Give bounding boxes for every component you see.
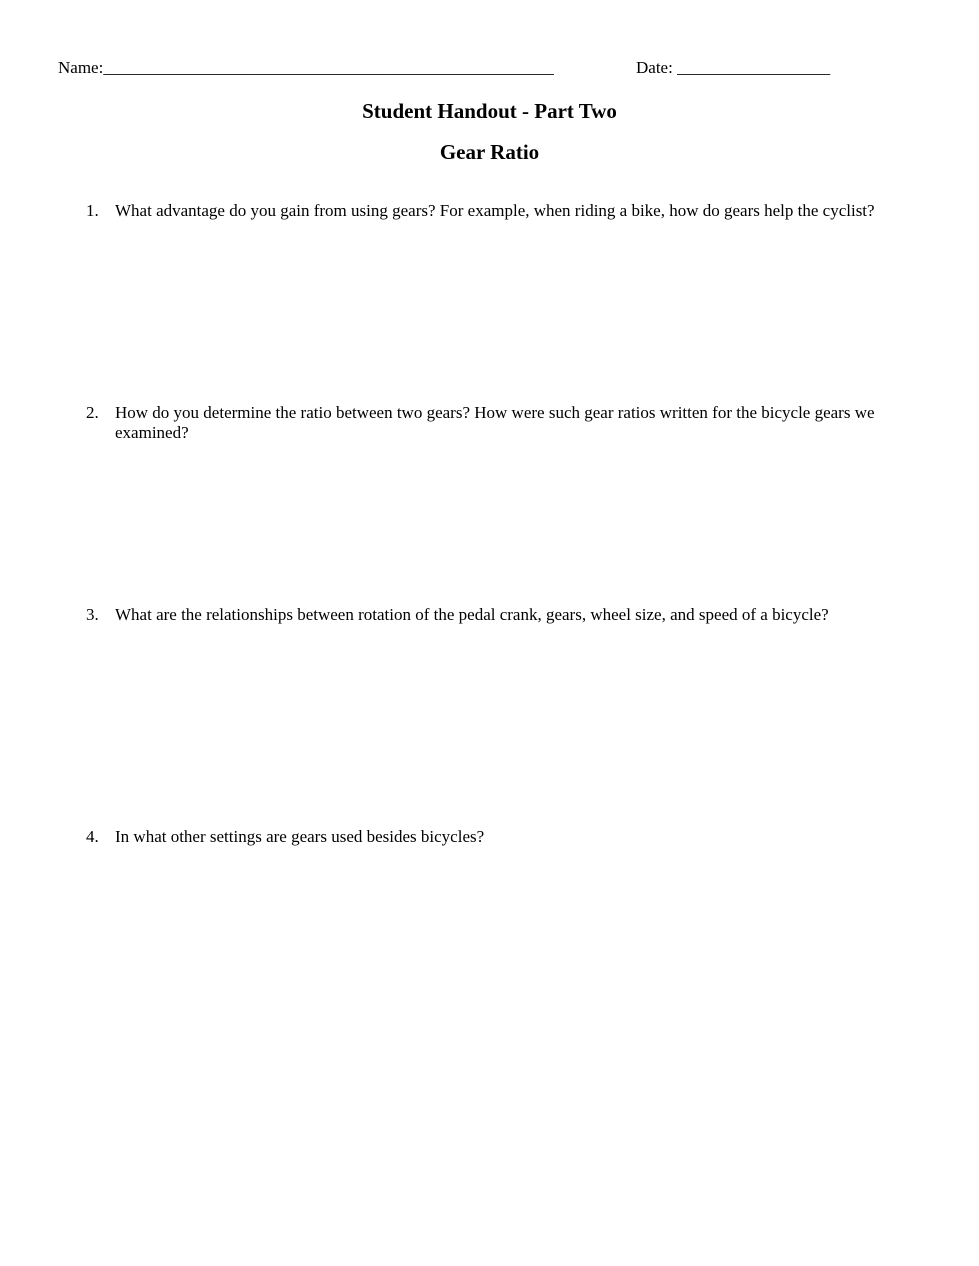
- question-text: How do you determine the ratio between two gears? How were such gear ratios written for the bicycle gears we examined?: [115, 403, 875, 442]
- name-blank: _____________________________________________________: [103, 58, 554, 77]
- question-number: 2.: [86, 403, 99, 422]
- question-number: 3.: [86, 605, 99, 624]
- date-field: [636, 58, 830, 78]
- question-number: 4.: [86, 827, 99, 846]
- date-label: Date:: [636, 58, 673, 77]
- date-blank: __________________: [677, 58, 831, 77]
- name-field: [58, 58, 554, 78]
- question-number: 1.: [86, 201, 99, 220]
- page-subtitle: Gear Ratio: [439, 140, 540, 164]
- question-text: What are the relationships between rotation of the pedal crank, gears, wheel size, and speed of a bicycle?: [115, 605, 829, 624]
- name-label: Name:: [58, 58, 104, 77]
- page-title: Student Handout - Part Two: [362, 99, 617, 123]
- question-text: What advantage do you gain from using gears? For example, when riding a bike, how do gears help the cyclist?: [115, 201, 875, 220]
- question-text: In what other settings are gears used besides bicycles?: [115, 827, 485, 846]
